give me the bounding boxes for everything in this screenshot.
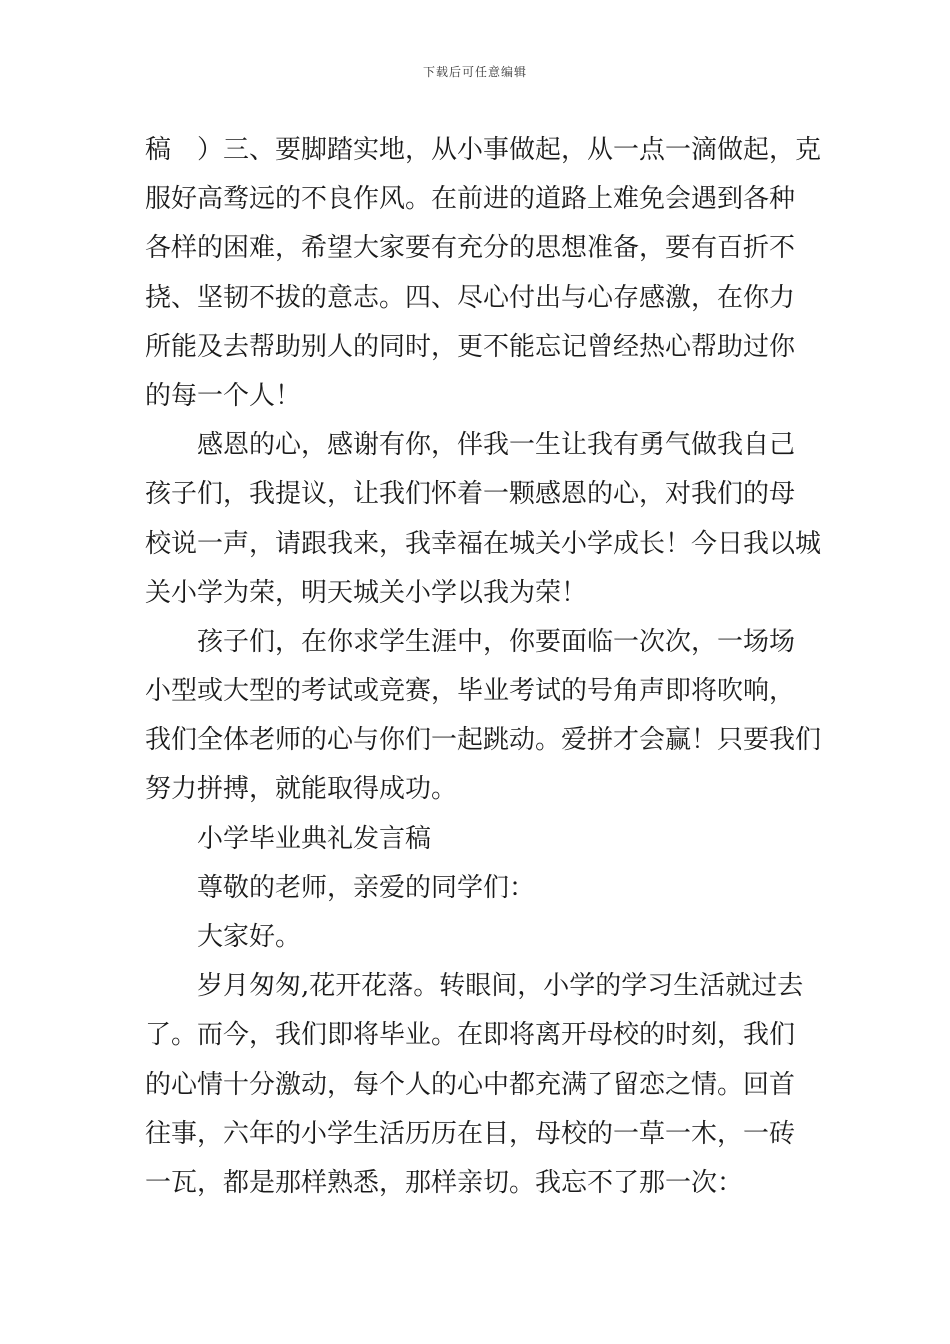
text-line: 各样的困难，希望大家要有充分的思想准备，要有百折不 — [145, 233, 796, 264]
text-line: 一瓦，都是那样熟悉，那样亲切。我忘不了那一次： — [145, 1167, 744, 1198]
text-line: 孩子们，我提议，让我们怀着一颗感恩的心，对我们的母 — [145, 479, 796, 510]
text-line: 所能及去帮助别人的同时，更不能忘记曾经热心帮助过你 — [145, 331, 796, 362]
text-line: 小型或大型的考试或竞赛，毕业考试的号角声即将吹响， — [145, 676, 796, 707]
paragraph-start-line: 岁月匆匆,花开花落。转眼间，小学的学习生活就过去 — [197, 971, 804, 1002]
page-header: 下载后可任意编辑 — [422, 65, 527, 79]
greeting: 大家好。 — [197, 922, 302, 952]
text-line: 关小学为荣，明天城关小学以我为荣！ — [145, 577, 588, 608]
text-line: 的每一个人！ — [145, 380, 302, 411]
paragraph-start-line: 孩子们，在你求学生涯中，你要面临一次次，一场场 — [197, 626, 796, 657]
text-line: 稿 ）三、要脚踏实地，从小事做起，从一点一滴做起，克 — [145, 135, 822, 165]
text-line: 努力拼搏，就能取得成功。 — [145, 774, 458, 805]
text-line: 我们全体老师的心与你们一起跳动。爱拼才会赢！只要我们 — [145, 725, 822, 756]
text-line: 的心情十分激动，每个人的心中都充满了留恋之情。回首 — [145, 1069, 796, 1100]
salutation: 尊敬的老师，亲爱的同学们： — [197, 872, 536, 903]
text-line: 服好高骛远的不良作风。在前进的道路上难免会遇到各种 — [145, 184, 796, 215]
paragraph-start-line: 感恩的心，感谢有你，伴我一生让我有勇气做我自己 — [197, 430, 796, 461]
document-body — [145, 126, 822, 1208]
section-title: 小学毕业典礼发言稿 — [197, 823, 432, 854]
text-line: 校说一声，请跟我来，我幸福在城关小学成长！今日我以城 — [145, 528, 822, 559]
text-line: 了。而今，我们即将毕业。在即将离开母校的时刻，我们 — [145, 1020, 796, 1051]
text-line: 挠、坚韧不拔的意志。四、尽心付出与心存感激，在你力 — [145, 282, 796, 313]
text-line: 往事，六年的小学生活历历在目，母校的一草一木，一砖 — [145, 1118, 796, 1149]
